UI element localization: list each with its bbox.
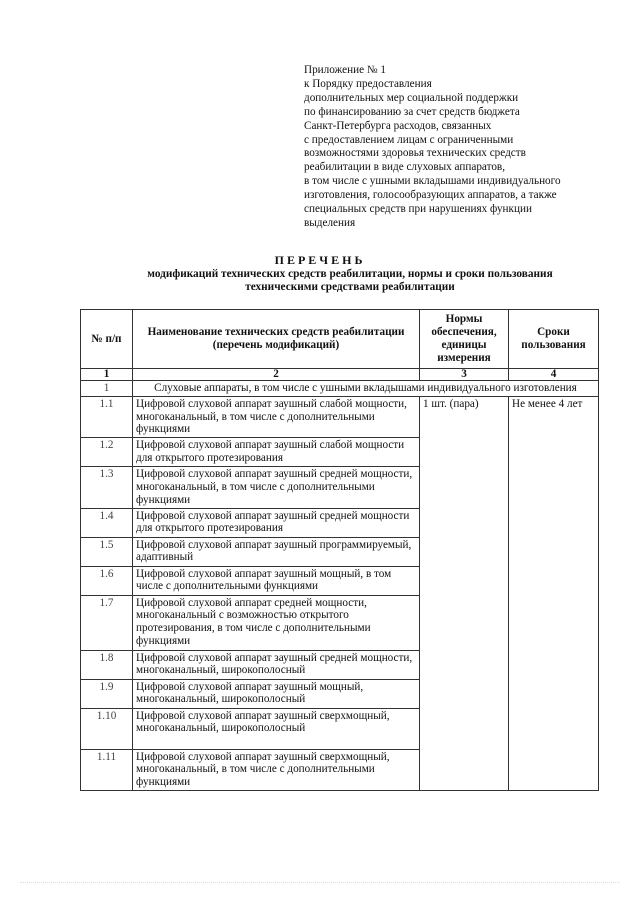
row-name: Цифровой слуховой аппарат заушный слабой мощности для открытого протезирования	[133, 438, 420, 467]
header-num: № п/п	[81, 310, 133, 369]
row-num: 1.3	[81, 467, 133, 508]
row-num: 1.11	[81, 749, 133, 790]
row-name: Цифровой слуховой аппарат заушный средней мощности, многоканальный, широкополосный	[133, 650, 420, 679]
row-name: Цифровой слуховой аппарат заушный средней мощности для открытого протезирования	[133, 508, 420, 537]
row-name: Цифровой слуховой аппарат заушный мощный, в том числе с дополнительными функциями	[133, 566, 420, 595]
table-header-row	[81, 310, 599, 369]
row-num: 1.1	[81, 396, 133, 437]
subtitle-line: техническими средствами реабилитации	[245, 281, 455, 293]
column-number: 3	[420, 369, 509, 381]
row-name: Цифровой слуховой аппарат заушный слабой мощности, многоканальный, в том числе с дополнительными функциями	[133, 396, 420, 437]
term-value: Не менее 4 лет	[509, 396, 599, 790]
appendix-line: изготовления, голосообразующих аппаратов, а также	[304, 189, 557, 202]
appendix-header	[304, 64, 624, 231]
appendix-line: Приложение № 1	[304, 64, 386, 76]
row-num: 1.8	[81, 650, 133, 679]
appendix-line: выделения	[304, 216, 356, 229]
appendix-line: реабилитации в виде слуховых аппаратов,	[304, 161, 505, 174]
row-num: 1.5	[81, 537, 133, 566]
row-num: 1.9	[81, 679, 133, 708]
row-num: 1.4	[81, 508, 133, 537]
header-name: Наименование технических средств реабилитации (перечень модификаций)	[133, 310, 420, 369]
row-num: 1.10	[81, 708, 133, 749]
appendix-line: дополнительных мер социальной поддержки	[304, 91, 519, 104]
row-name: Цифровой слуховой аппарат заушный мощный, многоканальный, широкополосный	[133, 679, 420, 708]
scan-noise-divider	[20, 882, 620, 885]
section-title: Слуховые аппараты, в том числе с ушными вкладышами индивидуального изготовления	[133, 381, 599, 397]
section-row	[81, 381, 599, 397]
appendix-line: Санкт-Петербурга расходов, связанных	[304, 119, 492, 132]
appendix-line: в том числе с ушными вкладышами индивидуального	[304, 175, 561, 188]
row-num: 1.6	[81, 566, 133, 595]
header-norms: Нормы обеспечения, единицы измерения	[420, 310, 509, 369]
appendix-line: к Порядку предоставления	[304, 77, 432, 90]
appendix-line: специальных средств при нарушениях функции	[304, 203, 532, 216]
document-title: ПЕРЕЧЕНЬ	[274, 253, 366, 267]
appendix-line: с предоставлением лицам с ограниченными	[304, 133, 514, 146]
norm-value: 1 шт. (пара)	[420, 396, 509, 790]
table-row	[81, 396, 599, 437]
column-number: 4	[509, 369, 599, 381]
row-name: Цифровой слуховой аппарат средней мощности, многоканальный с возможностью открытого протезирования, в том числе с дополнительными функциями	[133, 595, 420, 650]
column-number: 2	[133, 369, 420, 381]
row-num: 1.7	[81, 595, 133, 650]
row-name: Цифровой слуховой аппарат заушный сверхмощный, многоканальный, широкополосный	[133, 708, 420, 749]
appendix-line: по финансированию за счет средств бюджета	[304, 105, 520, 118]
column-number: 1	[81, 369, 133, 381]
row-name: Цифровой слуховой аппарат заушный средней мощности, многоканальный, в том числе с дополнительными функциями	[133, 467, 420, 508]
document-subtitle	[100, 268, 600, 294]
column-number-row	[81, 369, 599, 381]
row-name: Цифровой слуховой аппарат заушный программируемый, адаптивный	[133, 537, 420, 566]
section-num: 1	[81, 381, 133, 397]
appendix-line: возможностями здоровья технических средств	[304, 147, 526, 160]
subtitle-line: модификаций технических средств реабилитации, нормы и сроки пользования	[147, 268, 553, 280]
header-terms: Сроки пользования	[509, 310, 599, 369]
row-num: 1.2	[81, 438, 133, 467]
modifications-table	[80, 309, 599, 791]
row-name: Цифровой слуховой аппарат заушный сверхмощный, многоканальный, в том числе с дополнительными функциями	[133, 749, 420, 790]
